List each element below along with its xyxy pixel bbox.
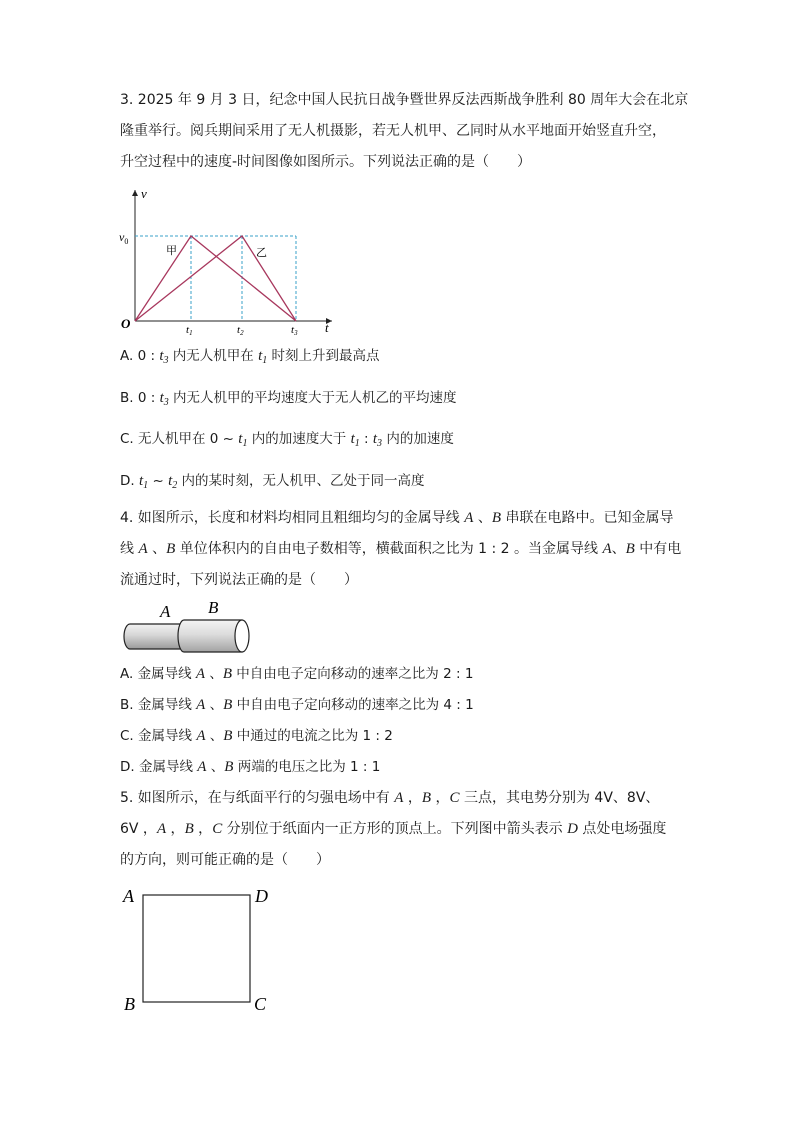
t-axis-label: t bbox=[325, 320, 329, 335]
q3-stem-line-2: 隆重举行。阅兵期间采用了无人机摄影，若无人机甲、乙同时从水平地面开始竖直升空， bbox=[120, 123, 666, 139]
q3-option-d[interactable]: D. $t_1$ ~ $t_2$ 内的某时刻，无人机甲、乙处于同一高度 bbox=[120, 473, 425, 491]
q4-option-a[interactable]: A. 金属导线 A 、B 中自由电子定向移动的速率之比为 2 : 1 bbox=[120, 666, 474, 682]
label-jia: 甲 bbox=[166, 244, 177, 257]
q5-stem-line-2: 6V ，A ，B ，C 分别位于纸面内一正方形的顶点上。下列图中箭头表示 D 点处电场强度 bbox=[120, 821, 667, 837]
v-axis-label: v bbox=[141, 186, 147, 201]
vertex-d: D bbox=[255, 886, 268, 906]
vertex-a: A bbox=[123, 886, 134, 906]
q3-stem-line-1: 3. 2025 年 9 月 3 日，纪念中国人民抗日战争暨世界反法西斯战争胜利 80 周年大会在北京 bbox=[120, 92, 689, 108]
q4-stem-line-1: 4. 如图所示，长度和材料均相同且粗细均匀的金属导线 A 、B 串联在电路中。已知金属导 bbox=[120, 510, 674, 526]
wire-a bbox=[124, 624, 182, 649]
q4-option-d[interactable]: D. 金属导线 A 、B 两端的电压之比为 1 : 1 bbox=[120, 759, 381, 775]
line-jia bbox=[135, 236, 296, 321]
q3-option-a[interactable]: A. 0 : $t_3$ 内无人机甲在 $t_1$ 时刻上升到最高点 bbox=[120, 348, 380, 366]
q5-square-diagram bbox=[115, 880, 285, 1020]
wire-b-end bbox=[235, 620, 249, 652]
t3-label: t3 bbox=[291, 324, 298, 337]
q4-stem-line-2: 线 A 、B 单位体积内的自由电子数相等，横截面积之比为 1 : 2 。当金属导线 A、B 中有电 bbox=[120, 541, 682, 557]
q4-stem-line-3: 流通过时，下列说法正确的是（ ） bbox=[120, 572, 358, 588]
line-yi bbox=[135, 236, 296, 321]
q3-option-c[interactable]: C. 无人机甲在 0 ~ $t_1$ 内的加速度大于 $t_1$ : $t_3$ 内的加速度 bbox=[120, 431, 454, 449]
q4-wire-diagram bbox=[120, 596, 260, 658]
q3-option-b[interactable]: B. 0 : $t_3$ 内无人机甲的平均速度大于无人机乙的平均速度 bbox=[120, 390, 457, 408]
q4-option-b[interactable]: B. 金属导线 A 、B 中自由电子定向移动的速率之比为 4 : 1 bbox=[120, 697, 474, 713]
dashed-guides bbox=[135, 236, 296, 321]
q3-vt-graph bbox=[110, 180, 350, 340]
square bbox=[143, 895, 250, 1002]
wire-label-b: B bbox=[208, 598, 219, 617]
vertex-c: C bbox=[254, 994, 267, 1014]
q4-option-c[interactable]: C. 金属导线 A 、B 中通过的电流之比为 1 : 2 bbox=[120, 728, 393, 744]
t1-label: t1 bbox=[186, 324, 193, 337]
vertex-b: B bbox=[124, 994, 135, 1014]
q3-stem-line-3: 升空过程中的速度-时间图像如图所示。下列说法正确的是（ ） bbox=[120, 154, 532, 170]
q5-stem-line-1: 5. 如图所示，在与纸面平行的匀强电场中有 A ，B ，C 三点，其电势分别为 4V、8V、 bbox=[120, 790, 660, 806]
q5-stem-line-3: 的方向，则可能正确的是（ ） bbox=[120, 852, 330, 868]
v0-label: $v_0$ bbox=[119, 230, 129, 246]
origin-label: O bbox=[121, 316, 131, 331]
wire-label-a: A bbox=[160, 602, 171, 621]
t2-label: t2 bbox=[237, 324, 244, 337]
label-yi: 乙 bbox=[256, 246, 267, 259]
wire-b bbox=[178, 620, 242, 652]
